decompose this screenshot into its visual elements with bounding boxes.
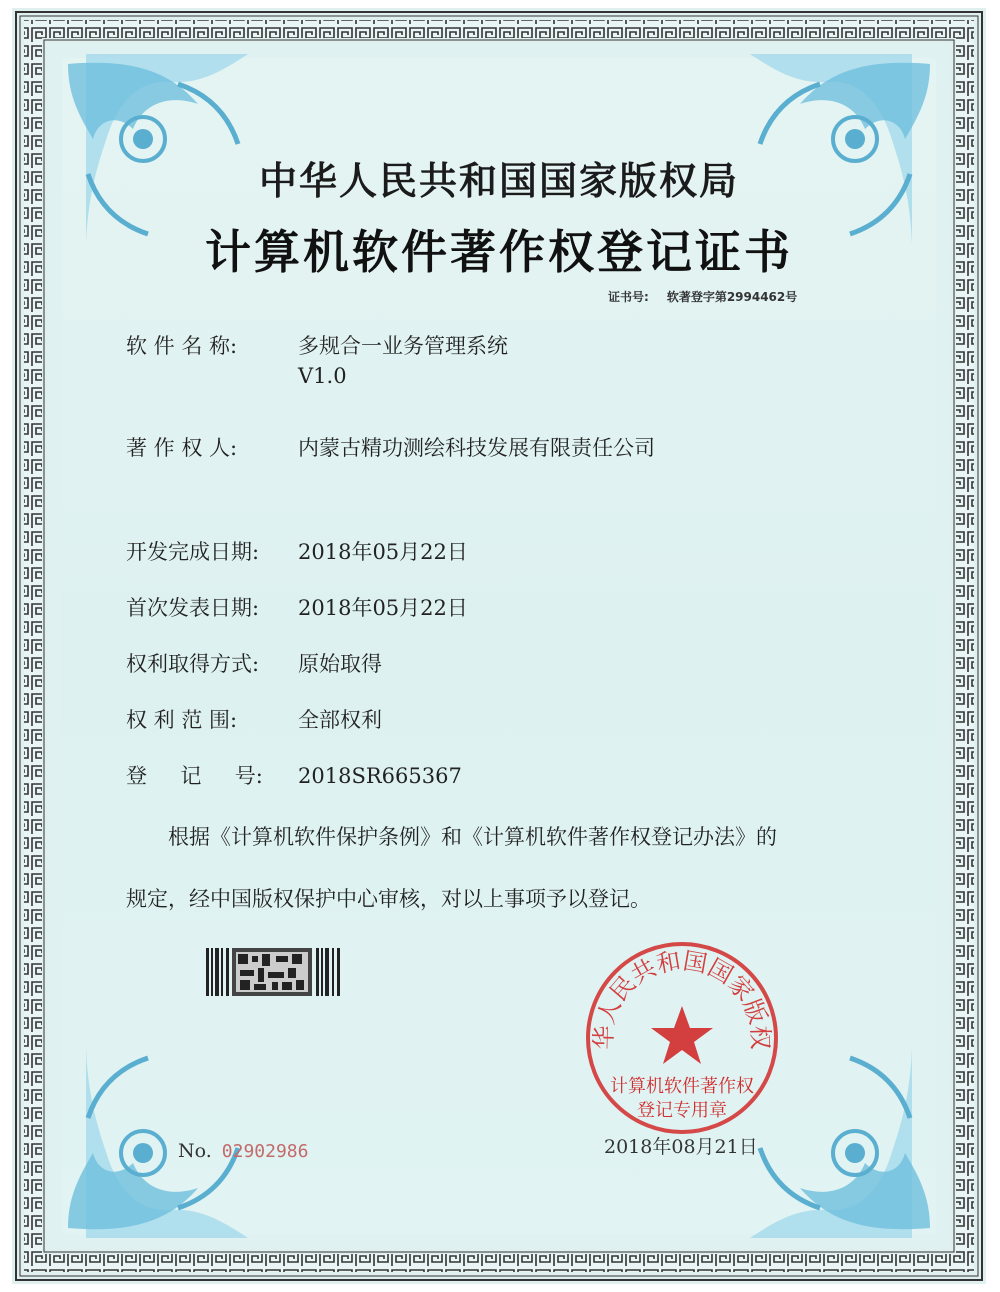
serial-number-value: 02902986 — [221, 1141, 309, 1162]
barcode-icon — [206, 948, 342, 996]
seal-line-2: 登记专用章 — [637, 1100, 727, 1121]
issuing-authority: 中华人民共和国国家版权局 — [258, 158, 739, 203]
statement-line-2: 规定，经中国版权保护中心审核，对以上事项予以登记。 — [126, 887, 651, 911]
corner-ornament-icon — [48, 1018, 278, 1248]
serial-number-label: No. — [178, 1140, 212, 1162]
certificate — [12, 8, 986, 1284]
owner-label: 著 作 权 人: — [126, 436, 238, 460]
software-version-value: V1.0 — [298, 364, 347, 388]
field-owner — [126, 432, 655, 462]
certificate-number-value: 软著登字第2994462号 — [666, 290, 798, 304]
publish-date-label: 首次发表日期: — [126, 596, 260, 620]
serial-number — [178, 1140, 308, 1162]
software-name-value: 多规合一业务管理系统 — [298, 334, 508, 358]
field-publish-date — [126, 592, 468, 622]
acquire-method-value: 原始取得 — [298, 652, 382, 676]
seal-line-1: 计算机软件著作权 — [610, 1076, 754, 1097]
certificate-title: 计算机软件著作权登记证书 — [205, 225, 793, 279]
issue-date: 2018年08月21日 — [604, 1136, 758, 1158]
publish-date-value: 2018年05月22日 — [298, 596, 468, 620]
registration-number-label: 登 记 号: — [126, 764, 263, 788]
certificate-number — [608, 288, 815, 305]
field-dev-date — [126, 536, 468, 566]
dev-date-value: 2018年05月22日 — [298, 540, 468, 564]
registration-number-value: 2018SR665367 — [298, 764, 462, 788]
field-acquire-method — [126, 648, 382, 678]
acquire-method-label: 权利取得方式: — [126, 652, 260, 676]
registration-statement — [126, 806, 886, 930]
owner-value: 内蒙古精功测绘科技发展有限责任公司 — [298, 436, 655, 460]
rights-scope-label: 权 利 范 围: — [126, 708, 238, 732]
dev-date-label: 开发完成日期: — [126, 540, 260, 564]
seal-ring-text: 华人民共和国国家版权 — [589, 946, 775, 1050]
rights-scope-value: 全部权利 — [298, 708, 382, 732]
field-registration-number — [126, 760, 462, 790]
certificate-number-label: 证书号: — [608, 290, 649, 304]
official-seal — [582, 938, 782, 1138]
field-rights-scope — [126, 704, 382, 734]
software-name-label: 软 件 名 称: — [126, 334, 238, 358]
statement-line-1: 根据《计算机软件保护条例》和《计算机软件著作权登记办法》的 — [168, 825, 777, 849]
field-software-name — [126, 330, 508, 388]
